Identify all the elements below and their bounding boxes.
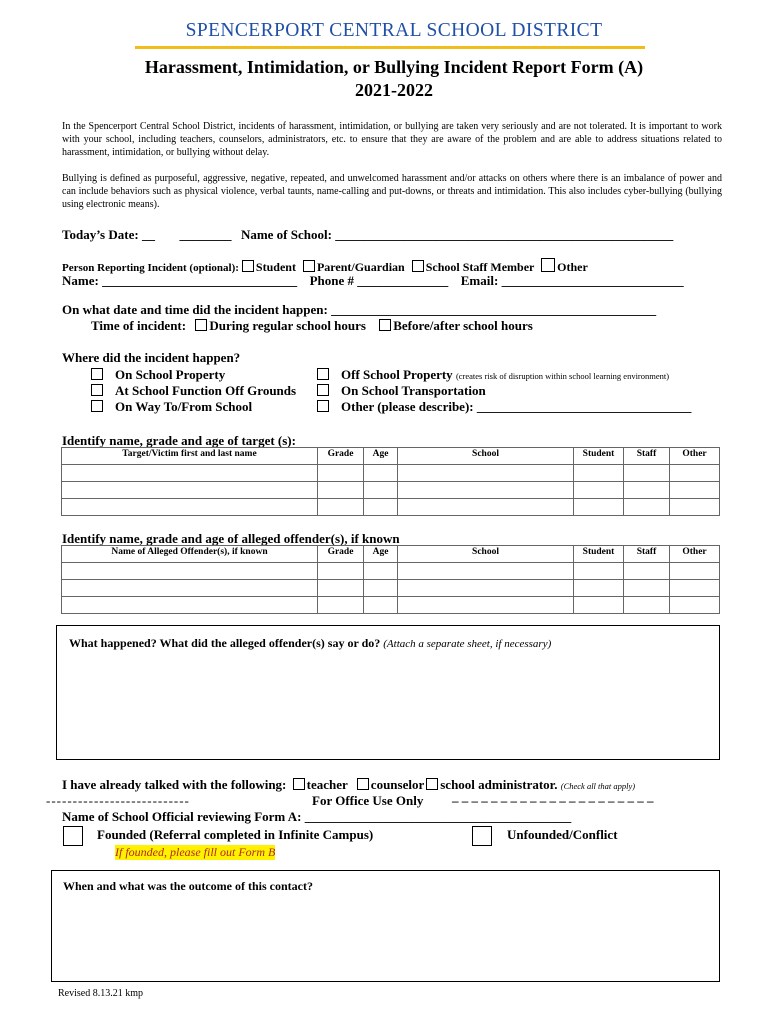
table-cell[interactable] [62, 563, 318, 580]
official-row [62, 809, 571, 825]
table-cell[interactable] [574, 580, 624, 597]
during-hours-checkbox[interactable] [195, 319, 207, 331]
revision-note: Revised 8.13.21 kmp [58, 988, 143, 999]
counselor-checkbox[interactable] [357, 778, 369, 790]
table-cell[interactable] [670, 597, 720, 614]
col-offender-name: Name of Alleged Offender(s), if known [62, 546, 318, 563]
table-row [62, 597, 720, 614]
table-cell[interactable] [62, 597, 318, 614]
table-cell[interactable] [364, 597, 398, 614]
table-row [62, 465, 720, 482]
before-after-checkbox[interactable] [379, 319, 391, 331]
table-cell[interactable] [398, 563, 574, 580]
offenders-heading: Identify name, grade and age of alleged offender(s), if known [62, 531, 400, 546]
during-hours-label: During regular school hours [209, 318, 366, 333]
before-after-label: Before/after school hours [393, 318, 533, 333]
header-rule [135, 46, 645, 49]
district-name: SPENCERPORT CENTRAL SCHOOL DISTRICT [185, 20, 603, 41]
what-happened-box[interactable] [56, 625, 720, 760]
incident-date-field[interactable]: __________________________________________________ [331, 302, 657, 317]
staff-member-checkbox[interactable] [412, 260, 424, 272]
table-cell[interactable] [398, 499, 574, 516]
what-happened-question: What happened? What did the alleged offender(s) say or do? [69, 636, 381, 650]
table-cell[interactable] [574, 563, 624, 580]
form-year: 2021-2022 [355, 80, 433, 100]
targets-heading: Identify name, grade and age of target (s): [62, 433, 296, 448]
table-cell[interactable] [624, 563, 670, 580]
what-happened-row [69, 636, 551, 651]
unfounded-label: Unfounded/Conflict [507, 827, 618, 842]
table-cell[interactable] [364, 499, 398, 516]
table-cell[interactable] [398, 580, 574, 597]
col-victim-name: Target/Victim first and last name [62, 448, 318, 465]
col-student: Student [574, 448, 624, 465]
other-location-row [341, 399, 691, 415]
reporter-contact-row [62, 273, 684, 289]
founded-note: If founded, please fill out Form B [115, 845, 276, 859]
what-happened-note: (Attach a separate sheet, if necessary) [383, 638, 552, 650]
table-cell[interactable] [574, 597, 624, 614]
reporter-name-field[interactable]: ______________________________ [102, 273, 298, 288]
table-cell[interactable] [398, 465, 574, 482]
staff-member-label: School Staff Member [425, 260, 535, 274]
incident-date-question: On what date and time did the incident happen: [62, 302, 328, 317]
col-grade: Grade [318, 546, 364, 563]
student-label: Student [255, 260, 296, 274]
table-row [62, 499, 720, 516]
other-reporter-label: Other [557, 260, 588, 274]
other-reporter-checkbox[interactable] [541, 258, 555, 272]
targets-table [61, 447, 720, 516]
transportation-checkbox[interactable] [317, 384, 329, 396]
outcome-question: When and what was the outcome of this contact? [63, 879, 313, 893]
email-label: Email: [460, 273, 499, 288]
table-cell[interactable] [670, 499, 720, 516]
school-name-field[interactable]: ____________________________________________________ [335, 227, 674, 242]
talked-with-label: I have already talked with the following: [62, 777, 287, 792]
official-label: Name of School Official reviewing Form A: [62, 809, 302, 824]
table-cell[interactable] [62, 482, 318, 499]
parent-label: Parent/Guardian [316, 260, 405, 274]
col-staff: Staff [624, 448, 670, 465]
col-grade: Grade [318, 448, 364, 465]
founded-label: Founded (Referral completed in Infinite Campus) [97, 827, 374, 842]
on-property-label: On School Property [115, 367, 226, 382]
off-property-note: (creates risk of disruption within school learning environment) [455, 371, 670, 381]
table-cell[interactable] [318, 499, 364, 516]
email-field[interactable]: ____________________________ [501, 273, 684, 288]
teacher-label: teacher [306, 777, 348, 792]
off-property-row [341, 367, 669, 383]
table-cell[interactable] [670, 580, 720, 597]
teacher-checkbox[interactable] [293, 778, 305, 790]
office-use-label: For Office Use Only [312, 793, 424, 808]
table-cell[interactable] [62, 580, 318, 597]
way-to-from-label: On Way To/From School [115, 399, 253, 414]
table-cell[interactable] [398, 482, 574, 499]
col-staff: Staff [624, 546, 670, 563]
col-student: Student [574, 546, 624, 563]
outcome-box[interactable] [51, 870, 720, 982]
table-cell[interactable] [624, 465, 670, 482]
other-location-checkbox[interactable] [317, 400, 329, 412]
offenders-header-row [62, 546, 720, 563]
table-cell[interactable] [364, 482, 398, 499]
table-cell[interactable] [670, 465, 720, 482]
table-cell[interactable] [398, 597, 574, 614]
todays-date-field-2[interactable]: ________ [179, 227, 232, 242]
table-cell[interactable] [318, 580, 364, 597]
reporter-label: Person Reporting Incident (optional): [62, 262, 239, 274]
intro-paragraph: In the Spencerport Central School District, incidents of harassment, intimidation, or bullying are taken very seriously and are not tolerated. It is important to work with your school, including teachers, counselors, administrators, etc. to ensure that they are aware of the problem and are able to address situations related to harassment, intimidation, or bullying without delay. [62, 121, 722, 158]
incident-date-row [62, 302, 656, 318]
table-cell[interactable] [318, 482, 364, 499]
table-cell[interactable] [318, 597, 364, 614]
targets-header-row [62, 448, 720, 465]
other-location-label: Other (please describe): [341, 399, 474, 414]
table-row [62, 482, 720, 499]
founded-checkbox[interactable] [63, 826, 83, 846]
table-cell[interactable] [62, 465, 318, 482]
parent-checkbox[interactable] [303, 260, 315, 272]
reporter-name-label: Name: [62, 273, 99, 288]
offenders-table [61, 545, 720, 614]
table-cell[interactable] [574, 499, 624, 516]
school-function-label: At School Function Off Grounds [115, 383, 297, 398]
form-title: Harassment, Intimidation, or Bullying Incident Report Form (A) [144, 57, 644, 77]
administrator-checkbox[interactable] [426, 778, 438, 790]
location-question: Where did the incident happen? [62, 350, 241, 365]
talked-with-row [62, 777, 635, 793]
official-field[interactable]: _________________________________________ [304, 809, 572, 824]
office-dashes-left: --------------------------- [46, 793, 190, 808]
time-of-incident-label: Time of incident: [91, 318, 187, 333]
phone-field[interactable]: ______________ [357, 273, 449, 288]
table-row [62, 580, 720, 597]
phone-label: Phone # [309, 273, 354, 288]
incident-time-row [91, 318, 533, 334]
table-cell[interactable] [670, 482, 720, 499]
col-other: Other [670, 546, 720, 563]
col-age: Age [364, 546, 398, 563]
col-school: School [398, 448, 574, 465]
counselor-label: counselor [370, 777, 425, 792]
table-cell[interactable] [62, 499, 318, 516]
school-function-checkbox[interactable] [91, 384, 103, 396]
other-location-field[interactable]: _________________________________ [476, 399, 692, 414]
office-dashes-right: – – – – – – – – – – – – – – – – – – – – – [452, 793, 654, 808]
off-property-label: Off School Property [341, 367, 453, 382]
table-cell[interactable] [364, 563, 398, 580]
table-row [62, 563, 720, 580]
way-to-from-checkbox[interactable] [91, 400, 103, 412]
table-cell[interactable] [318, 563, 364, 580]
table-cell[interactable] [574, 465, 624, 482]
table-cell[interactable] [574, 482, 624, 499]
table-cell[interactable] [364, 465, 398, 482]
unfounded-checkbox[interactable] [472, 826, 492, 846]
check-all-note: (Check all that apply) [560, 781, 636, 791]
transportation-label: On School Transportation [341, 383, 486, 398]
todays-date-row [62, 227, 673, 243]
school-name-label: Name of School: [240, 227, 332, 242]
todays-date-field[interactable]: __ [141, 227, 155, 242]
off-property-checkbox[interactable] [317, 368, 329, 380]
bullying-definition: Bullying is defined as purposeful, aggressive, negative, repeated, and unwelcomed harassment and/or attacks on others where there is an imbalance of power and can include behaviors such as physical violence, verbal taunts, name-calling and put-downs, or threats and intimidation. This also includes cyber-bullying (bullying using electronic means). [62, 173, 722, 210]
todays-date-label: Today’s Date: [62, 227, 139, 242]
col-other: Other [670, 448, 720, 465]
table-cell[interactable] [624, 580, 670, 597]
col-school: School [398, 546, 574, 563]
student-checkbox[interactable] [242, 260, 254, 272]
table-cell[interactable] [624, 499, 670, 516]
on-property-checkbox[interactable] [91, 368, 103, 380]
table-cell[interactable] [670, 563, 720, 580]
table-cell[interactable] [318, 465, 364, 482]
administrator-label: school administrator. [440, 777, 558, 792]
table-cell[interactable] [624, 482, 670, 499]
table-cell[interactable] [624, 597, 670, 614]
col-age: Age [364, 448, 398, 465]
table-cell[interactable] [364, 580, 398, 597]
